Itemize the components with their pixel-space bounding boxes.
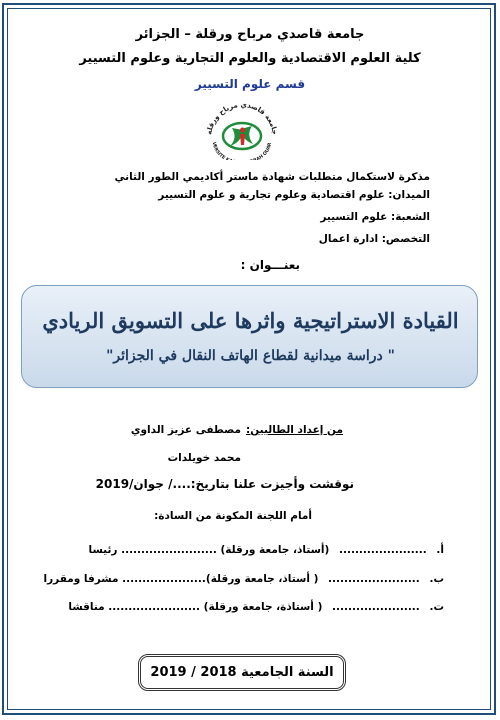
memo-text: مذكرة لاستكمال متطلبات شهادة ماستر أكاديمي الطور الثاني: [114, 171, 430, 183]
title-box: [21, 285, 478, 388]
logo-arabic-text: جامعة قاصدي مرباح ورقلة: [205, 100, 279, 136]
title-label: بعنـــوان :: [240, 258, 300, 272]
faculty-name: كلية العلوم الاقتصادية والعلوم التجارية وعلوم التسيير: [79, 51, 421, 66]
member-name-placeholder: .......................: [328, 573, 420, 585]
student-2: محمد خويلدات: [167, 452, 241, 464]
field-text: الميدان: علوم اقتصادية وعلوم تجارية و علوم التسيير: [158, 189, 430, 201]
university-name: جامعة قاصدي مرباح ورقلة – الجزائر: [135, 27, 365, 42]
thesis-title: القيادة الاستراتيجية واثرها على التسويق الريادي: [42, 308, 459, 333]
committee-member-2: [44, 573, 444, 585]
committee-member-1: [89, 544, 444, 556]
member-letter: ت.: [429, 601, 444, 613]
member-letter: ب.: [429, 573, 444, 585]
students-label: من إعداد الطالبين:: [246, 424, 343, 436]
student-1: مصطفى عزيز الداوي: [130, 424, 241, 436]
logo-latin-text: VERSITE AH OUAR: [210, 141, 274, 160]
member-role: مشرفا ومقررا: [43, 573, 119, 585]
specialty-text: التخصص: ادارة اعمال: [318, 233, 430, 245]
member-name-placeholder: ......................: [338, 544, 427, 556]
branch-text: الشعبة: علوم التسيير: [320, 211, 430, 223]
department-name: قسم علوم التسيير: [194, 77, 306, 91]
defense-date: نوقشت وأجيزت علنا بتاريخ:..../ جوان/2019: [95, 477, 354, 491]
logo-emblem-icon: [223, 123, 261, 149]
member-affiliation: ( أستاذة، جامعة ورقلة) .......................: [108, 601, 323, 613]
member-letter: أ.: [436, 544, 444, 556]
committee-member-3: [68, 601, 444, 613]
university-logo: [201, 98, 283, 160]
member-name-placeholder: ......................: [332, 601, 420, 613]
academic-year: السنة الجامعية 2018 / 2019: [138, 654, 346, 691]
thesis-subtitle: " دراسة ميدانية لقطاع الهاتف النقال في الجزائر": [106, 348, 395, 364]
member-role: رئيسا: [88, 544, 118, 556]
member-role: مناقشا: [68, 601, 105, 613]
member-affiliation: (أستاذ، جامعة ورقلة) ........................: [121, 544, 330, 556]
member-affiliation: ( أستاذ، جامعة ورقلة).....................: [122, 573, 319, 585]
committee-heading: أمام اللجنة المكونة من السادة:: [154, 510, 312, 522]
